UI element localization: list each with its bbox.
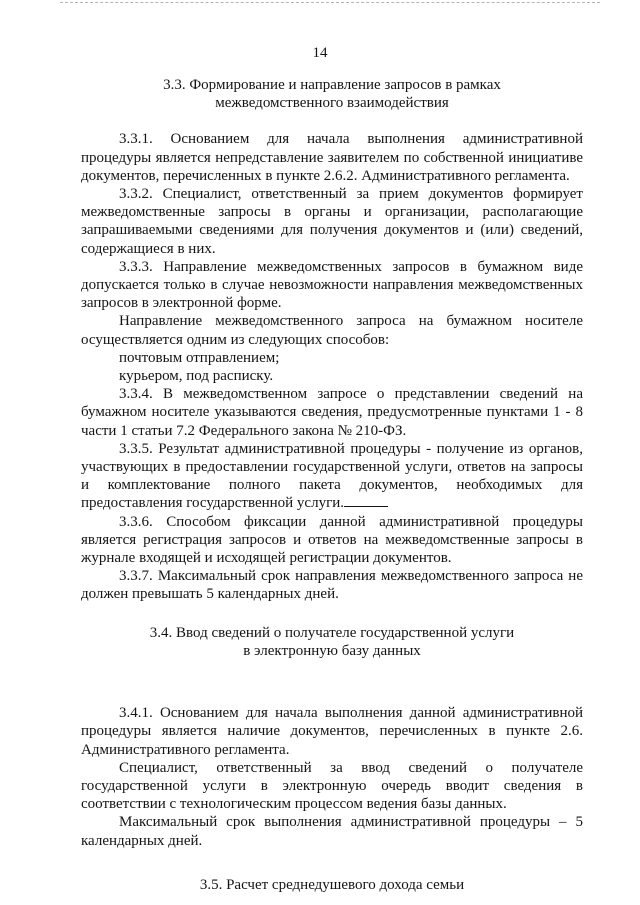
section-3-4-heading-line2: в электронную базу данных (243, 642, 421, 659)
paragraph-3-3-3: 3.3.3. Направление межведомственных запросов в бумажном виде допускается только в случае невозможности направления межведомственных запросов в электронной форме. (81, 258, 583, 312)
paragraph-paper-ways: Направление межведомственного запроса на бумажном носителе осуществляется одним из следующих способов: (81, 313, 583, 348)
paragraph-3-3-6: 3.3.6. Способом фиксации данной административной процедуры является регистрация запросов и ответов на межведомственные запросы в журнале входящей и исходящей регистрации документов. (81, 513, 583, 567)
section-3-4-heading (81, 624, 583, 660)
page-number: 14 (312, 45, 328, 61)
section-3-3-heading-line2: межведомственного взаимодействия (215, 95, 449, 112)
paragraph-3-3-5 (81, 440, 583, 513)
section-3-3-heading-line1: 3.3. Формирование и направление запросов в рамках (163, 77, 501, 93)
paragraph-3-3-1: 3.3.1. Основанием для начала выполнения административной процедуры является непредставление заявителем по собственной инициативе документов, перечисленных в пункте 2.6.2. Административного регламента. (81, 131, 583, 184)
list-item-courier: курьером, под расписку. (119, 368, 274, 385)
paragraph-specialist: Специалист, ответственный за ввод сведений о получателе государственной услуги в электронную очередь вводит сведения в соответствии с технологическим процессом ведения базы данных. (81, 759, 583, 813)
paragraph-3-3-2: 3.3.2. Специалист, ответственный за прием документов формирует межведомственные запросы в органы и организации, располагающие запрашиваемыми сведениями для получения документов и (или) сведений, содержащиеся в них. (81, 186, 583, 257)
paragraph-max-term: Максимальный срок выполнения административной процедуры – 5 календарных дней. (81, 814, 583, 849)
paragraph-3-3-7: 3.3.7. Максимальный срок направления межведомственного запроса не должен превышать 5 календарных дней. (81, 568, 583, 603)
handwritten-underline-mark (344, 494, 388, 507)
section-3-3-heading (81, 76, 583, 112)
scan-edge-line (60, 2, 600, 6)
section-3-4-heading-line1: 3.4. Ввод сведений о получателе государственной услуги (149, 624, 515, 641)
paragraph-3-4-1: 3.4.1. Основанием для начала выполнения данной административной процедуры является наличие документов, перечисленных в пункте 2.6. Административного регламента. (81, 705, 583, 758)
list-item-mail: почтовым отправлением; (119, 349, 280, 366)
paragraph-3-3-5-text: 3.3.5. Результат административной процедуры - получение из органов, участвующих в предоставлении государственной услуги, ответов на запросы и комплектование полного пакета документов, необходимых для предоставления государственной услуги. (81, 440, 583, 512)
section-3-5-heading: 3.5. Расчет среднедушевого дохода семьи (199, 876, 465, 893)
paragraph-3-3-4: 3.3.4. В межведомственном запросе о представлении сведений на бумажном носителе указываются сведения, предусмотренные пунктами 1 - 8 части 1 статьи 7.2 Федерального закона № 210-ФЗ. (81, 386, 583, 439)
document-body (81, 76, 583, 894)
